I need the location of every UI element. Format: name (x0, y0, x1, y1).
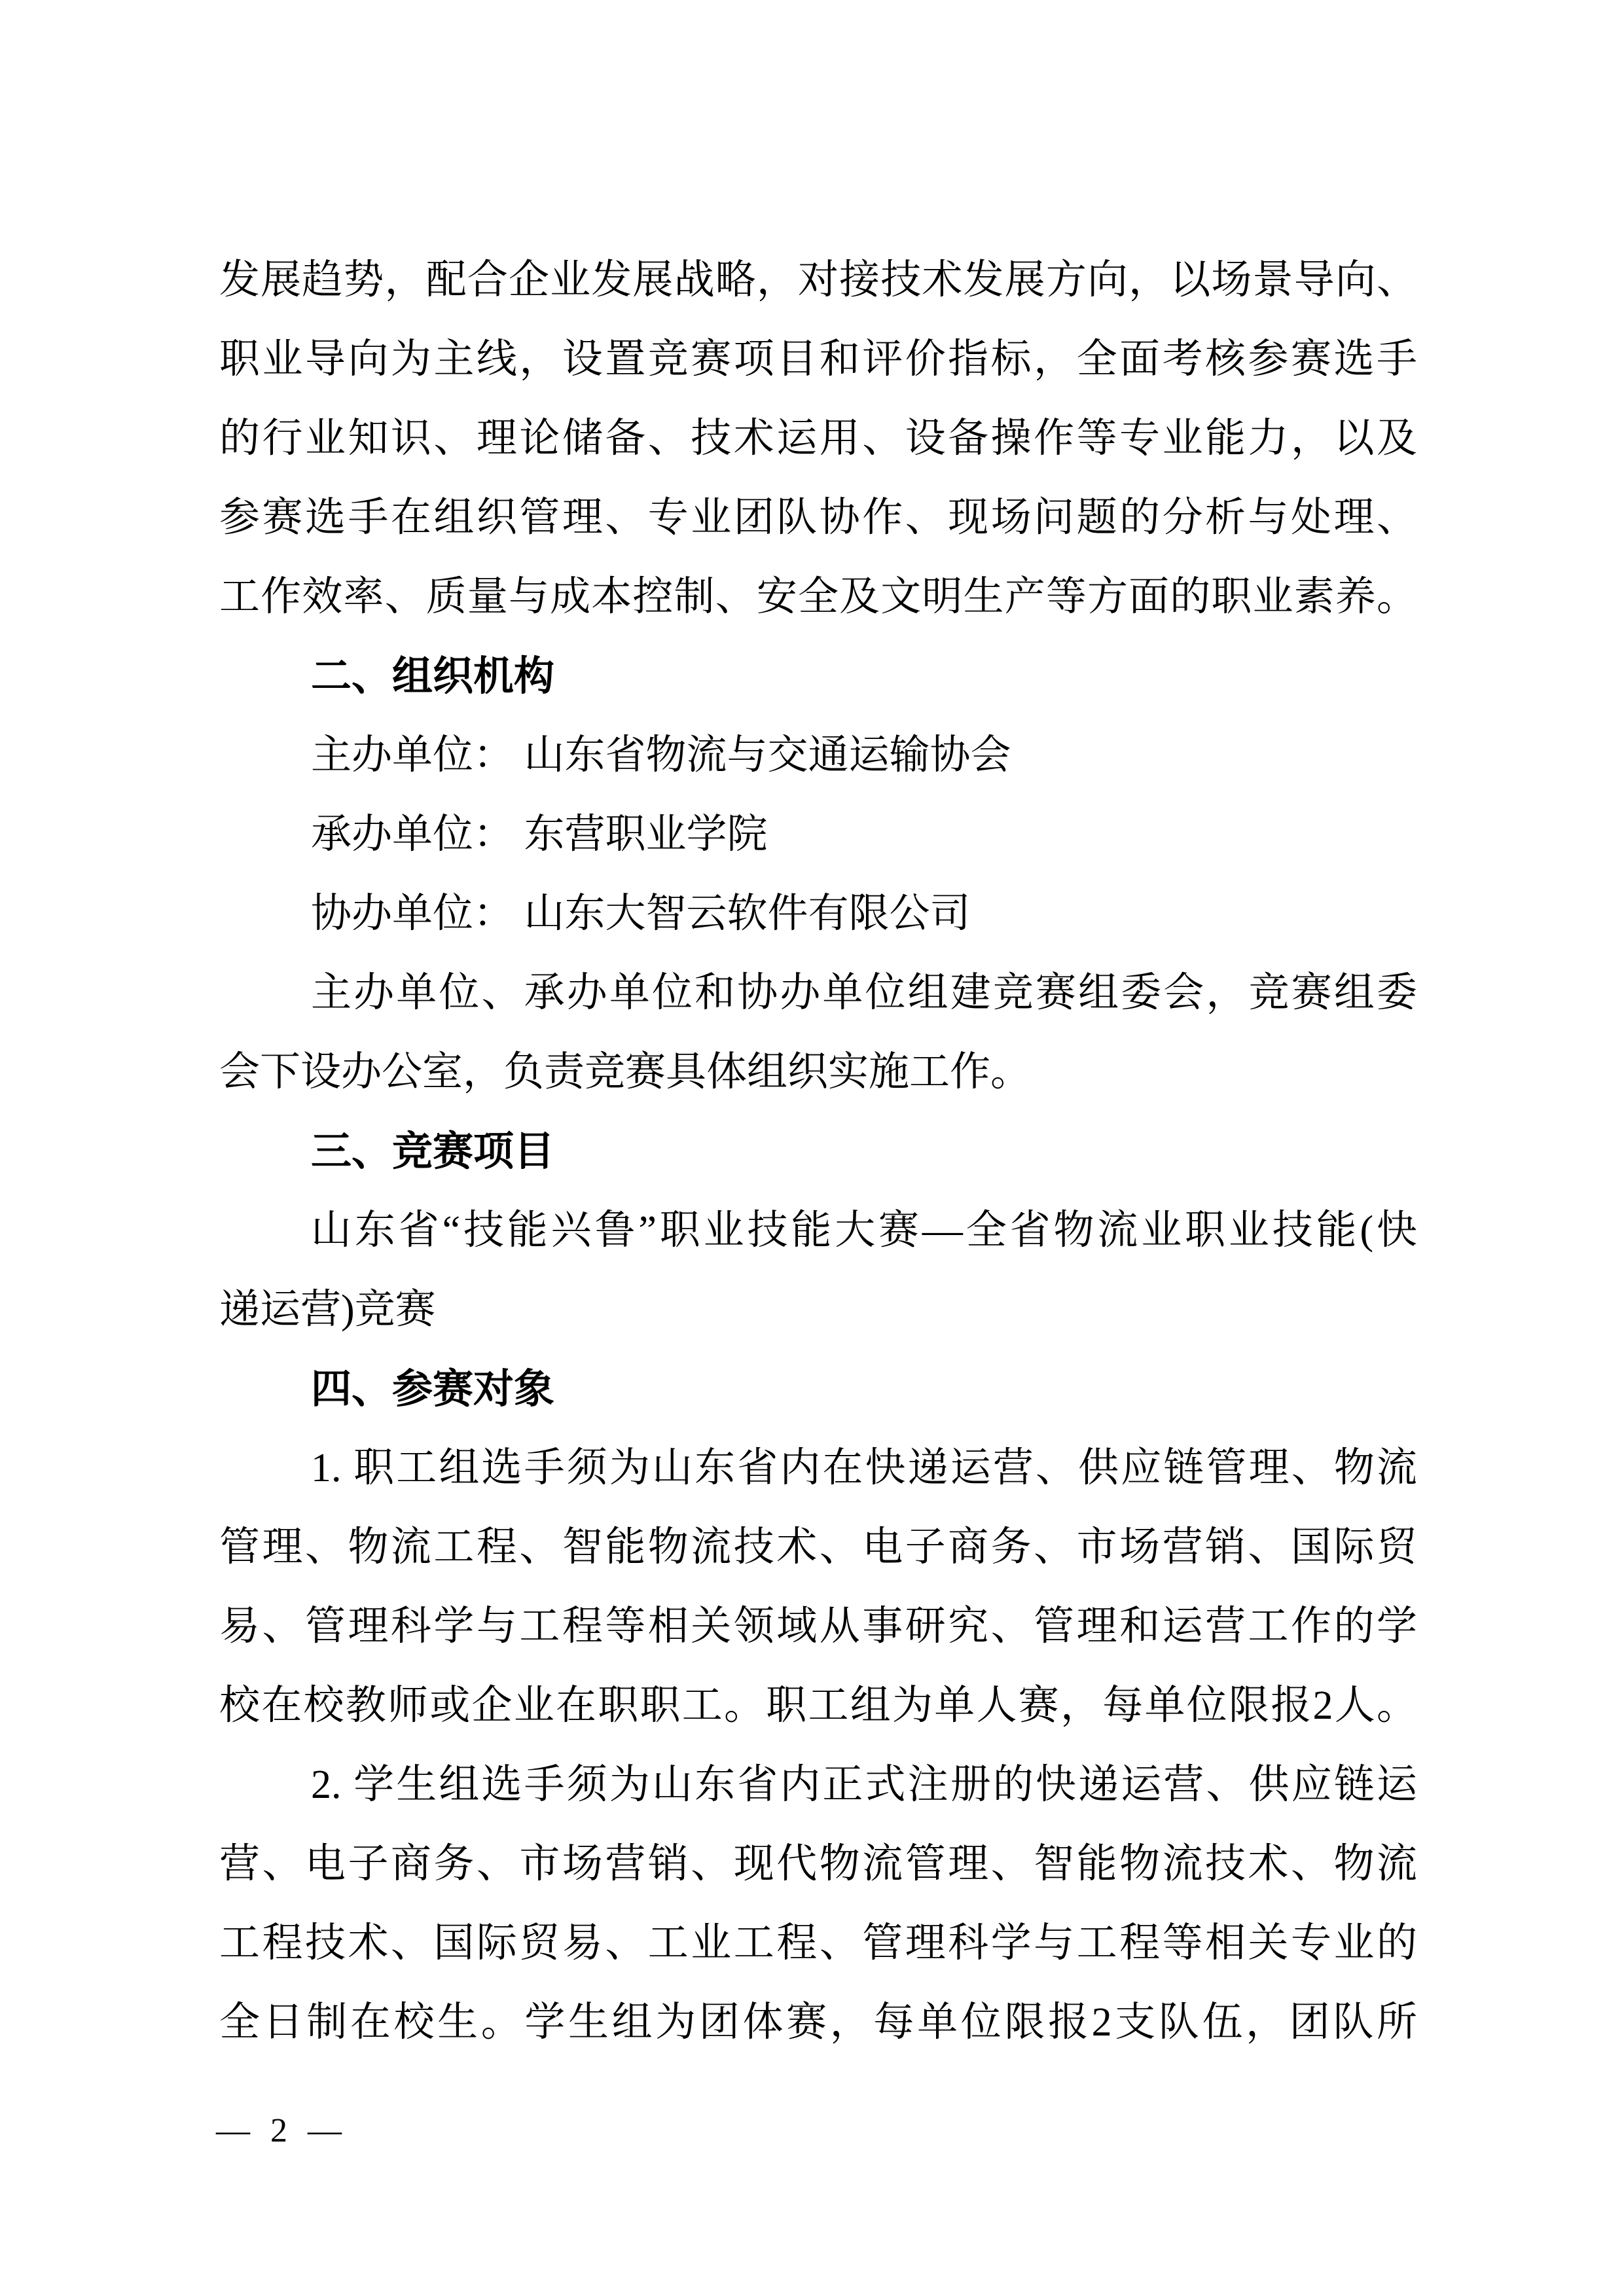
text-line: 工作效率、质量与成本控制、安全及文明生产等方面的职业素养。 (219, 575, 1417, 619)
document-body (219, 241, 1417, 2062)
text-line: 营、电子商务、市场营销、现代物流管理、智能物流技术、物流 (219, 1842, 1417, 1886)
text-line: 2. 学生组选手须为山东省内正式注册的快递运营、供应链运 (311, 1763, 1417, 1807)
text-line: 的行业知识、理论储备、技术运用、设备操作等专业能力，以及 (219, 416, 1417, 461)
text-line: 管理、物流工程、智能物流技术、电子商务、市场营销、国际贸 (219, 1525, 1417, 1570)
text-line: 全日制在校生。学生组为团体赛，每单位限报2支队伍，团队所 (219, 2000, 1417, 2045)
text-line: 发展趋势，配合企业发展战略，对接技术发展方向，以场景导向、 (219, 258, 1417, 302)
section-heading: 二、组织机构 (311, 654, 555, 699)
text-line: 主办单位： 山东省物流与交通运输协会 (311, 733, 1011, 778)
text-line: 工程技术、国际贸易、工业工程、管理科学与工程等相关专业的 (219, 1921, 1417, 1965)
text-line: 协办单位： 山东大智云软件有限公司 (311, 891, 971, 936)
section-heading: 四、参赛对象 (311, 1367, 555, 1412)
text-line: 山东省“技能兴鲁”职业技能大赛—全省物流业职业技能(快 (311, 1208, 1417, 1253)
text-line: 易、管理科学与工程等相关领域从事研究、管理和运营工作的学 (219, 1604, 1417, 1649)
text-line: 承办单位： 东营职业学院 (311, 812, 768, 857)
text-line: 递运营)竞赛 (219, 1287, 436, 1332)
text-line: 1. 职工组选手须为山东省内在快递运营、供应链管理、物流 (311, 1446, 1417, 1490)
text-line: 主办单位、承办单位和协办单位组建竞赛组委会，竞赛组委 (311, 971, 1417, 1015)
text-line: 职业导向为主线，设置竞赛项目和评价指标，全面考核参赛选手 (219, 337, 1417, 382)
text-line: 校在校教师或企业在职职工。职工组为单人赛，每单位限报2人。 (219, 1683, 1417, 1728)
text-line: 参赛选手在组织管理、专业团队协作、现场问题的分析与处理、 (219, 495, 1417, 540)
section-heading: 三、竞赛项目 (311, 1129, 555, 1174)
text-line: 会下设办公室，负责竞赛具体组织实施工作。 (219, 1050, 1032, 1094)
page-number: — 2 — (216, 2112, 342, 2149)
